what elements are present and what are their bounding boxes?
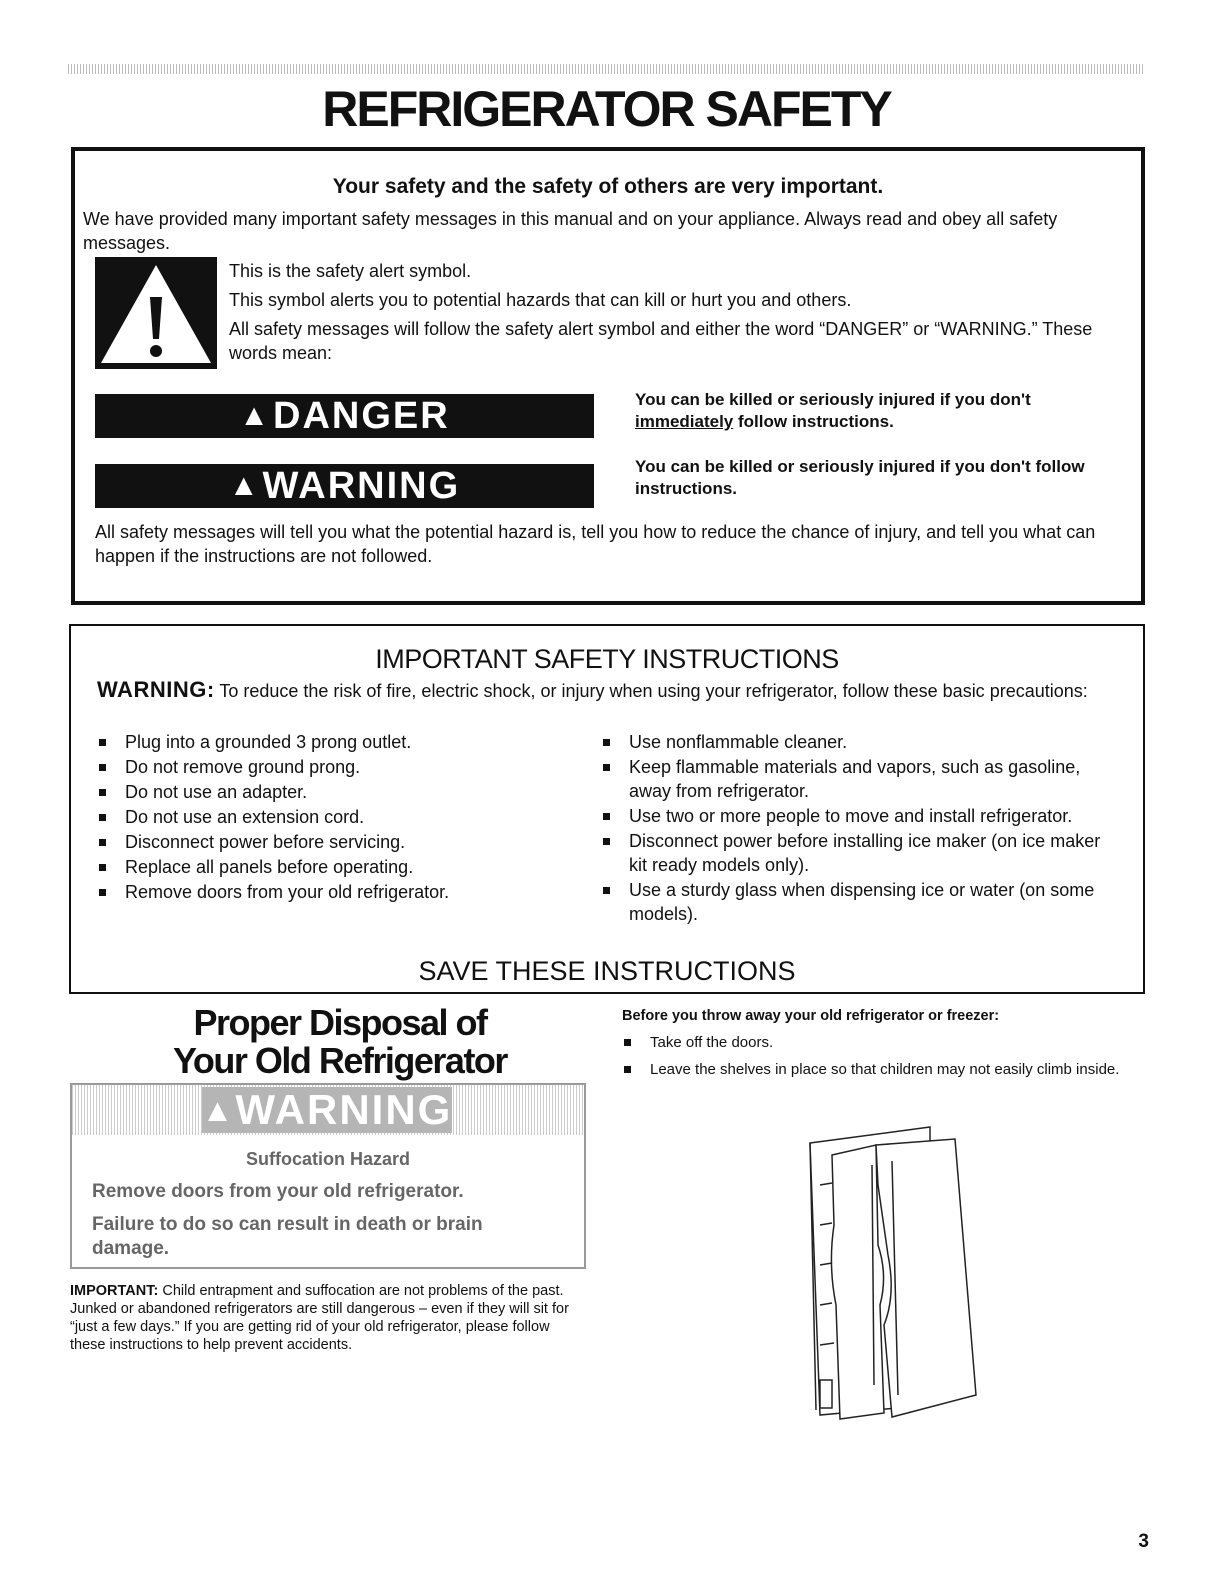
- top-rule: [68, 64, 1144, 74]
- list-item: Do not use an extension cord.: [97, 805, 547, 829]
- list-item: Do not remove ground prong.: [97, 755, 547, 779]
- hazard-title: Suffocation Hazard: [245, 1149, 410, 1169]
- danger-signal: [95, 394, 594, 438]
- alert-line: This symbol alerts you to potential hazards that can kill or hurt you and others.: [229, 290, 852, 310]
- suffocation-warning-box: [70, 1083, 586, 1269]
- warning-text: To reduce the risk of fire, electric shock, or injury when using your refrigerator, follow these basic precautions:: [219, 681, 1088, 701]
- page-title: REFRIGERATOR SAFETY: [322, 81, 891, 137]
- before-heading: Before you throw away your old refrigerator or freezer:: [622, 1008, 1000, 1024]
- safety-heading: Your safety and the safety of others are very important.: [332, 175, 884, 198]
- alert-line: This is the safety alert symbol.: [229, 261, 472, 281]
- list-item: Keep flammable materials and vapors, such as gasoline, away from refrigerator.: [601, 755, 1121, 803]
- alert-triangle-icon: ▲: [228, 469, 261, 502]
- safety-alert-icon: [95, 257, 217, 369]
- instructions-box: [69, 624, 1145, 994]
- disposal-steps: [622, 1034, 1122, 1088]
- danger-meaning: [635, 389, 1115, 433]
- danger-label: DANGER: [273, 394, 450, 437]
- warning-meaning: You can be killed or seriously injured if you don't follow instructions.: [635, 457, 1085, 498]
- danger-emphasis: immediately: [635, 412, 734, 431]
- important-label: IMPORTANT:: [70, 1283, 159, 1299]
- instructions-warning: [97, 678, 1137, 703]
- refrigerator-illustration: [780, 1125, 992, 1420]
- disposal-title-line: Your Old Refrigerator: [173, 1040, 507, 1081]
- instructions-heading: IMPORTANT SAFETY INSTRUCTIONS: [375, 644, 839, 674]
- list-item: Use nonflammable cleaner.: [601, 730, 1121, 754]
- important-note: [70, 1282, 588, 1354]
- list-item: Do not use an adapter.: [97, 780, 547, 804]
- disposal-title: [130, 1004, 550, 1080]
- warning-signal: [202, 1087, 452, 1133]
- disposal-title-line: Proper Disposal of: [193, 1002, 487, 1043]
- list-item: Replace all panels before operating.: [97, 855, 547, 879]
- hazard-instruction: Remove doors from your old refrigerator.: [92, 1181, 464, 1202]
- list-item: Leave the shelves in place so that children may not easily climb inside.: [622, 1061, 1122, 1079]
- page-number: 3: [1138, 1531, 1149, 1552]
- precautions-left: [97, 730, 547, 905]
- warning-label: WARNING: [262, 464, 461, 507]
- alert-line: All safety messages will follow the safety alert symbol and either the word “DANGER” or “WARNING.” These words mean:: [229, 319, 1093, 363]
- precautions-right: [601, 730, 1121, 927]
- list-item: Use two or more people to move and install refrigerator.: [601, 804, 1121, 828]
- safety-box: [71, 147, 1145, 605]
- danger-text-end: follow instructions.: [738, 412, 894, 431]
- warning-banner: [72, 1085, 584, 1135]
- list-item: Plug into a grounded 3 prong outlet.: [97, 730, 547, 754]
- list-item: Disconnect power before servicing.: [97, 830, 547, 854]
- hazard-consequence: Failure to do so can result in death or brain damage.: [92, 1214, 483, 1259]
- alert-description: [229, 259, 1109, 370]
- save-instructions: SAVE THESE INSTRUCTIONS: [418, 956, 796, 986]
- important-text: Child entrapment and suffocation are not problems of the past. Junked or abandoned refrigerators are still dangerous – even if they will sit for “just a few days.” If you are getting rid of your old refrigerator, please follow these instructions to help prevent accidents.: [70, 1283, 569, 1353]
- alert-triangle-icon: ▲: [239, 399, 271, 432]
- warning-signal: [95, 464, 594, 508]
- safety-intro: We have provided many important safety messages in this manual and on your appliance. Always read and obey all safety messages.: [83, 209, 1058, 253]
- alert-triangle-icon: ▲: [201, 1091, 236, 1128]
- list-item: Disconnect power before installing ice maker (on ice maker kit ready models only).: [601, 829, 1121, 877]
- warning-word: WARNING:: [97, 677, 215, 702]
- list-item: Remove doors from your old refrigerator.: [97, 880, 547, 904]
- list-item: Take off the doors.: [622, 1034, 1122, 1052]
- danger-text: You can be killed or seriously injured if you don't: [635, 390, 1031, 409]
- safety-outro: All safety messages will tell you what the potential hazard is, tell you how to reduce the chance of injury, and tell you what can happen if the instructions are not followed.: [95, 522, 1096, 566]
- warning-label: WARNING: [235, 1086, 453, 1133]
- list-item: Use a sturdy glass when dispensing ice or water (on some models).: [601, 878, 1121, 926]
